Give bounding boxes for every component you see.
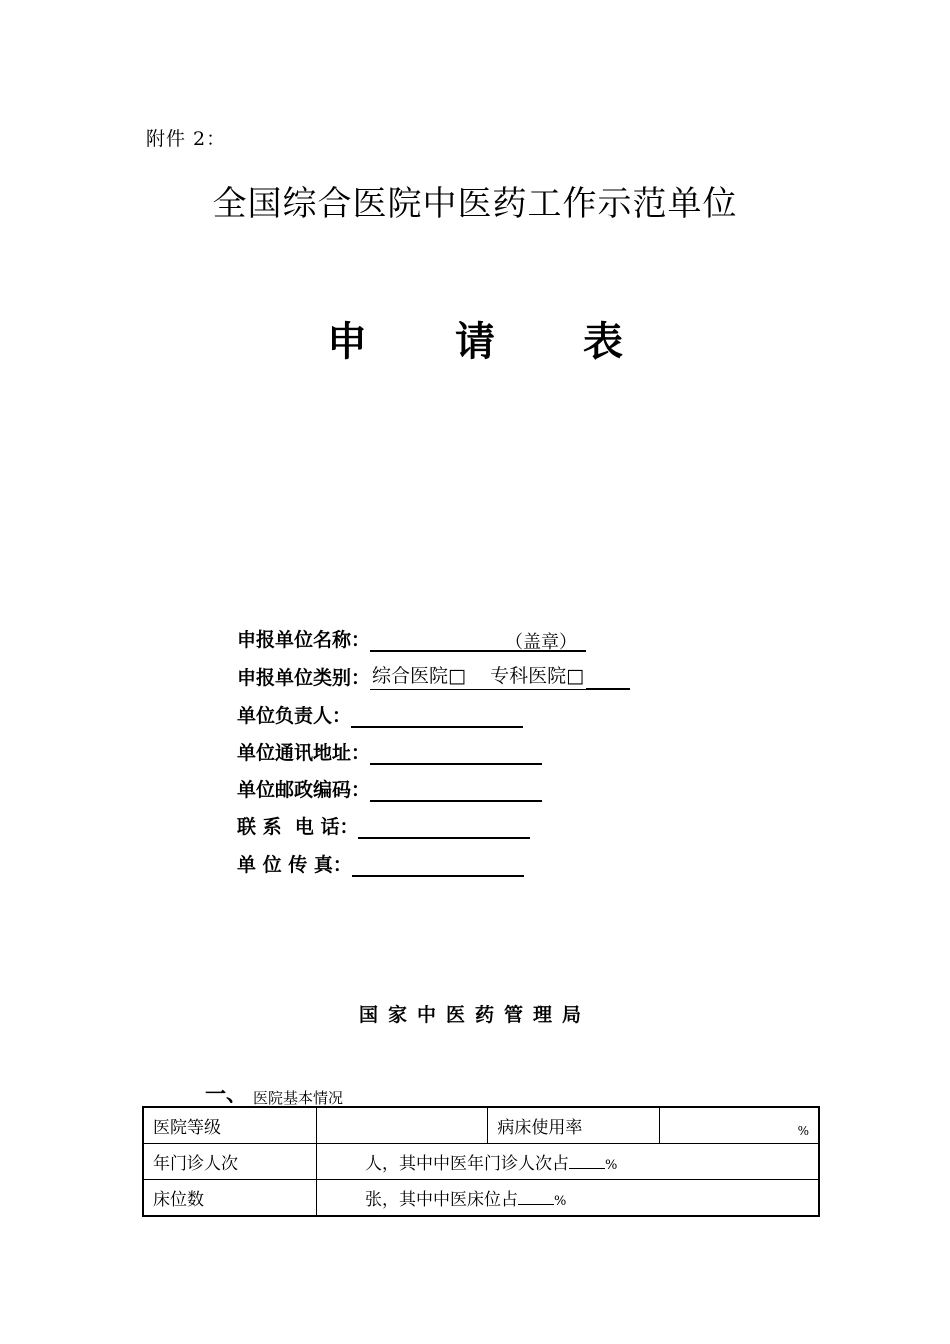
section-number: 一、	[205, 1082, 247, 1106]
document-title: 全国综合医院中医药工作示范单位	[212, 184, 738, 224]
unit-address-input-line[interactable]	[370, 741, 542, 765]
phone-input-line[interactable]	[358, 815, 530, 839]
field-unit-address	[237, 737, 542, 765]
cell-outpatient-value[interactable]	[316, 1144, 819, 1180]
cell-bed-usage-value[interactable]	[659, 1107, 819, 1144]
subtitle-char: 表	[583, 319, 623, 365]
postal-code-input-line[interactable]	[370, 778, 542, 802]
field-label: 单位负责人：	[237, 705, 352, 727]
percent-unit: %	[553, 1194, 567, 1209]
field-label: 申报单位名称：	[237, 629, 371, 651]
field-unit-category	[237, 662, 630, 690]
field-label: 单位邮政编码：	[237, 779, 371, 801]
hospital-info-table	[142, 1106, 820, 1217]
document-subtitle	[0, 310, 950, 367]
field-label: 单位通讯地址：	[237, 742, 371, 764]
outpatient-text: 人，其中中医年门诊人次占	[364, 1154, 569, 1174]
field-phone	[237, 811, 530, 839]
cell-label-hospital-level: 医院等级	[143, 1107, 316, 1144]
section-title: 医院基本情况	[253, 1089, 344, 1107]
stamp-note: （盖章）	[505, 632, 578, 653]
subtitle-char: 申	[327, 319, 367, 365]
beds-percent-blank[interactable]	[518, 1190, 554, 1205]
cell-hospital-level-value[interactable]	[316, 1107, 487, 1144]
field-label: 单 位 传 真：	[237, 854, 352, 876]
unit-head-input-line[interactable]	[351, 704, 523, 728]
percent-unit: %	[604, 1158, 618, 1173]
unit-name-input-line[interactable]	[370, 628, 586, 652]
issuing-authority: 国家中医药管理局	[358, 1004, 591, 1026]
beds-text: 张，其中中医床位占	[364, 1190, 518, 1210]
table-row	[143, 1107, 819, 1144]
section-heading	[205, 1078, 343, 1108]
table-row	[143, 1144, 819, 1180]
percent-unit: %	[797, 1123, 809, 1138]
field-unit-name	[237, 624, 586, 652]
field-postal-code	[237, 774, 542, 802]
table-row	[143, 1180, 819, 1217]
attachment-label: 附件 2：	[146, 128, 227, 150]
cell-label-beds: 床位数	[143, 1180, 316, 1217]
category-line-tail	[586, 666, 630, 690]
field-unit-head	[237, 700, 523, 728]
field-fax	[237, 849, 524, 877]
fax-input-line[interactable]	[352, 853, 524, 877]
cell-label-outpatient: 年门诊人次	[143, 1144, 316, 1180]
outpatient-percent-blank[interactable]	[569, 1154, 605, 1169]
cell-label-bed-usage: 病床使用率	[488, 1107, 660, 1144]
category-options[interactable]: 综合医院□ 专科医院□	[370, 661, 586, 690]
cell-beds-value[interactable]	[316, 1180, 819, 1217]
field-label: 联 系 电 话：	[237, 816, 359, 838]
field-label: 申报单位类别：	[237, 667, 371, 689]
subtitle-char: 请	[455, 319, 495, 365]
